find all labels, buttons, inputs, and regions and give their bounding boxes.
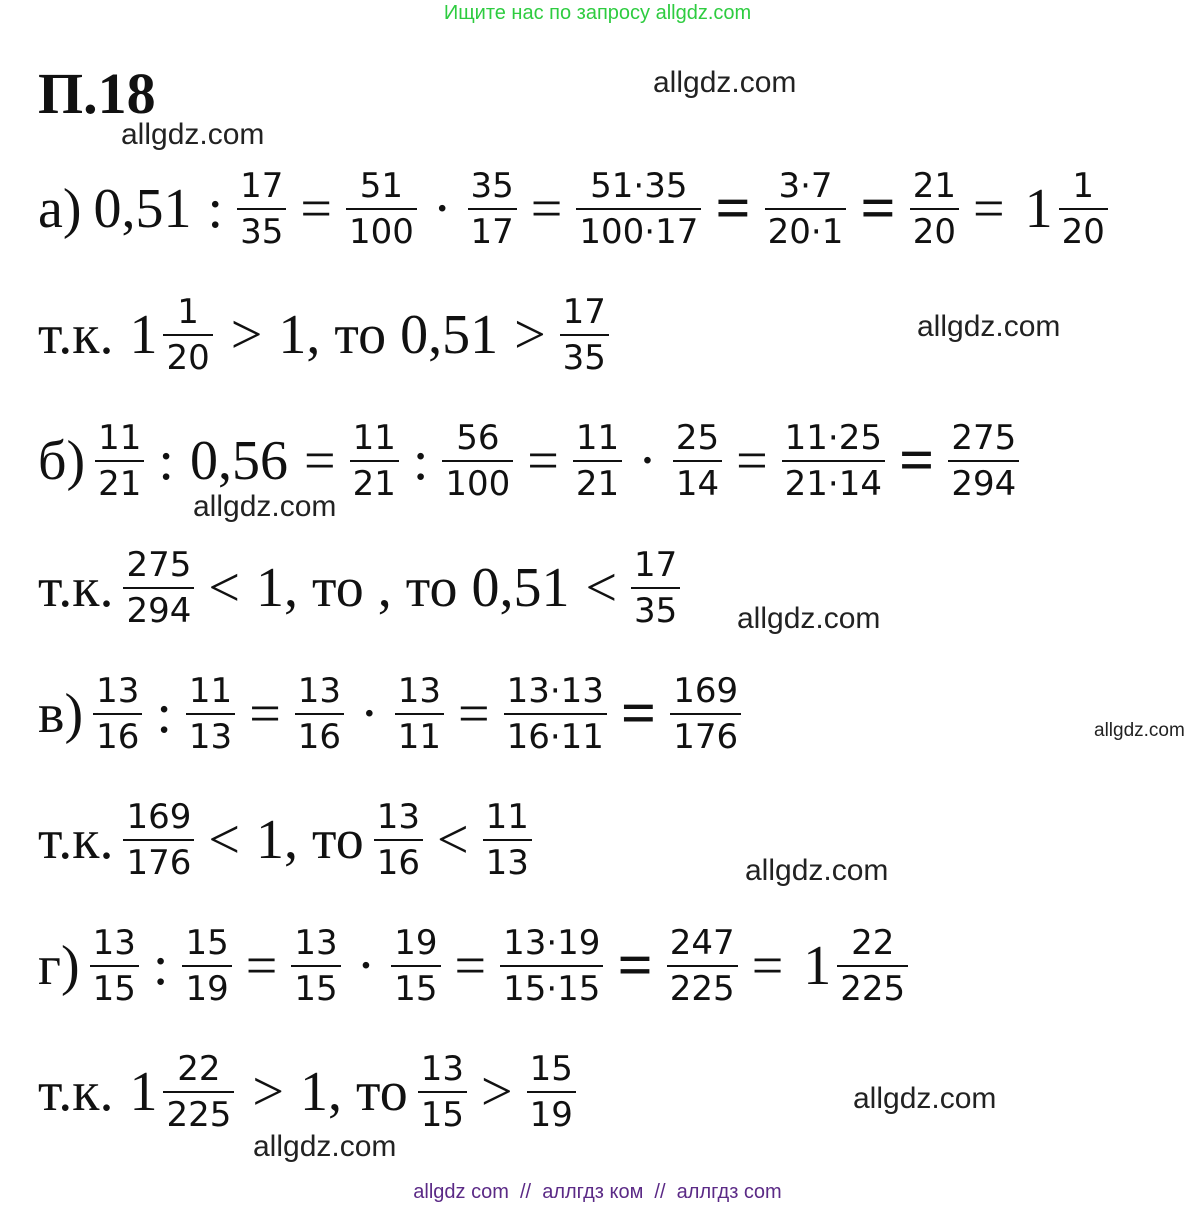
item-label: т.к. — [38, 1061, 114, 1123]
fraction — [391, 924, 440, 1008]
numerator: 25 — [675, 417, 720, 458]
line-a-comparison — [38, 280, 613, 390]
denominator: 19 — [182, 965, 231, 1008]
denominator: 15·15 — [500, 965, 603, 1008]
denominator: 15 — [291, 965, 340, 1008]
watermark: allgdz.com — [653, 66, 797, 99]
line-v-comparison — [38, 785, 536, 895]
fraction — [765, 167, 847, 251]
denominator: 15 — [391, 965, 440, 1008]
whole-part: 1 — [1024, 178, 1053, 240]
denominator: 100 — [346, 208, 417, 251]
denominator: 20 — [910, 208, 959, 251]
multiply-sign: · — [638, 430, 657, 492]
numerator: 11 — [352, 417, 396, 458]
denominator: 15 — [90, 965, 139, 1008]
operator: = — [300, 178, 332, 240]
expression-text: 1, то 0,51 — [278, 304, 499, 366]
operator: < — [585, 557, 618, 619]
numerator: 275 — [951, 417, 1017, 458]
denominator: 225 — [837, 965, 908, 1008]
numerator: 13 — [294, 922, 338, 963]
operator: > — [514, 304, 546, 366]
numerator: 56 — [456, 417, 500, 458]
fraction — [910, 167, 959, 251]
denominator: 35 — [560, 334, 609, 377]
denominator: 20 — [163, 334, 212, 377]
line-a-equation — [38, 154, 1116, 264]
denominator: 176 — [670, 713, 741, 756]
equals-sign: = — [620, 680, 657, 748]
operator: : — [152, 935, 169, 997]
numerator: 17 — [634, 544, 678, 585]
denominator: 20·1 — [765, 208, 847, 251]
equals-sign: = — [715, 175, 751, 243]
watermark: allgdz.com — [737, 602, 881, 635]
operator: < — [208, 809, 240, 871]
fraction — [295, 672, 344, 756]
whole-part: 1 — [129, 304, 158, 366]
watermark: allgdz.com — [853, 1082, 997, 1115]
denominator: 11 — [395, 713, 444, 756]
operator: < — [208, 557, 240, 619]
line-g-equation — [38, 911, 916, 1021]
numerator: 21 — [912, 165, 956, 206]
numerator: 19 — [394, 922, 438, 963]
denominator: 100·17 — [576, 208, 701, 251]
numerator: 13 — [376, 796, 420, 837]
numerator: 13 — [96, 670, 140, 711]
operator: = — [457, 683, 490, 745]
numerator: 11 — [98, 417, 142, 458]
line-b-equation — [38, 406, 1023, 516]
denominator: 21·14 — [782, 460, 885, 503]
denominator: 16·11 — [504, 713, 607, 756]
fraction — [374, 798, 423, 882]
expression-text: 1, то — [255, 809, 364, 871]
operator: : — [207, 178, 224, 240]
expression-text: 0,51 — [93, 178, 192, 240]
operator: = — [249, 683, 281, 745]
expression-text: 1, то — [299, 1061, 408, 1123]
numerator: 11 — [575, 417, 620, 458]
numerator: 11 — [485, 796, 529, 837]
top-banner: Ищите нас по запросу allgdz.com — [443, 2, 752, 24]
multiply-sign: · — [356, 935, 376, 997]
numerator: 22 — [851, 922, 895, 963]
watermark: allgdz.com — [253, 1130, 397, 1163]
denominator: 14 — [673, 460, 722, 503]
fraction — [483, 798, 532, 882]
operator: > — [480, 1061, 513, 1123]
numerator: 17 — [562, 291, 606, 332]
operator: = — [303, 430, 336, 492]
denominator: 225 — [667, 965, 738, 1008]
fraction — [123, 798, 194, 882]
item-label: а) — [38, 178, 82, 240]
footer-banner: allgdz com // аллгдз ком // аллгдз com — [413, 1181, 782, 1203]
operator: : — [156, 683, 172, 745]
item-label: т.к. — [38, 557, 114, 619]
denominator: 294 — [123, 587, 194, 630]
fraction — [418, 1050, 467, 1134]
fraction — [395, 672, 444, 756]
numerator: 13 — [397, 670, 441, 711]
item-label: т.к. — [38, 809, 114, 871]
fraction — [527, 1050, 576, 1134]
denominator: 294 — [948, 460, 1019, 503]
fraction — [186, 672, 235, 756]
denominator: 21 — [95, 460, 144, 503]
numerator: 51·35 — [590, 165, 688, 206]
line-v-equation — [38, 659, 745, 769]
operator: : — [412, 430, 429, 492]
denominator: 21 — [350, 460, 399, 503]
numerator: 169 — [673, 670, 739, 711]
fraction — [576, 167, 701, 251]
fraction — [163, 293, 212, 377]
item-label: б) — [38, 430, 86, 492]
watermark: allgdz.com — [745, 854, 889, 887]
operator: : — [158, 430, 174, 492]
fraction — [573, 419, 622, 503]
whole-part: 1 — [803, 935, 832, 997]
denominator: 176 — [123, 839, 194, 882]
mixed-number — [1019, 167, 1112, 251]
page-title: П.18 — [38, 61, 156, 126]
fraction — [782, 419, 885, 503]
numerator: 13 — [297, 670, 342, 711]
numerator: 15 — [185, 922, 229, 963]
watermark: allgdz.com — [193, 490, 337, 523]
equals-sign: = — [899, 427, 935, 495]
equals-sign: = — [860, 175, 896, 243]
denominator: 16 — [374, 839, 423, 882]
numerator: 1 — [1072, 165, 1095, 206]
numerator: 1 — [177, 291, 199, 332]
multiply-sign: · — [360, 683, 379, 745]
item-label: т.к. — [38, 304, 114, 366]
fraction — [442, 419, 513, 503]
numerator: 11·25 — [784, 417, 883, 458]
operator: = — [530, 178, 563, 240]
fraction — [504, 672, 607, 756]
operator: = — [454, 935, 487, 997]
fraction — [182, 924, 231, 1008]
operator: > — [252, 1061, 284, 1123]
operator: = — [751, 935, 784, 997]
fraction — [163, 1050, 234, 1134]
operator: = — [736, 430, 768, 492]
fraction — [468, 167, 517, 251]
numerator: 13·19 — [503, 922, 601, 963]
fraction — [93, 672, 142, 756]
numerator: 51 — [359, 165, 404, 206]
denominator: 19 — [527, 1091, 576, 1134]
line-b-comparison — [38, 533, 684, 643]
fraction — [346, 167, 417, 251]
line-g-comparison — [38, 1037, 580, 1147]
numerator: 13 — [420, 1048, 464, 1089]
operator: < — [436, 809, 469, 871]
operator: > — [230, 304, 263, 366]
fraction — [291, 924, 340, 1008]
expression-text: 1, то , то 0,51 — [255, 557, 570, 619]
item-label: г) — [38, 935, 80, 997]
numerator: 15 — [529, 1048, 573, 1089]
fraction — [670, 672, 741, 756]
numerator: 13·13 — [506, 670, 604, 711]
watermark: allgdz.com — [917, 310, 1061, 343]
whole-part: 1 — [129, 1061, 158, 1123]
denominator: 35 — [237, 208, 286, 251]
equals-sign: = — [617, 932, 653, 1000]
denominator: 21 — [573, 460, 622, 503]
denominator: 17 — [468, 208, 517, 251]
numerator: 275 — [126, 544, 192, 585]
denominator: 225 — [163, 1091, 234, 1134]
numerator: 13 — [92, 922, 136, 963]
fraction — [123, 546, 194, 630]
operator: = — [527, 430, 559, 492]
expression-text: 0,56 — [189, 430, 288, 492]
denominator: 20 — [1059, 208, 1108, 251]
operator: = — [972, 178, 1005, 240]
watermark: allgdz.com — [1094, 720, 1185, 741]
mixed-number — [797, 924, 912, 1008]
item-label: в) — [38, 683, 84, 745]
denominator: 15 — [418, 1091, 467, 1134]
fraction — [560, 293, 609, 377]
numerator: 3·7 — [778, 165, 833, 206]
fraction — [90, 924, 139, 1008]
fraction — [667, 924, 738, 1008]
denominator: 35 — [631, 587, 680, 630]
fraction — [837, 924, 908, 1008]
mixed-number — [123, 293, 216, 377]
fraction — [237, 167, 286, 251]
denominator: 16 — [295, 713, 344, 756]
fraction — [95, 419, 144, 503]
mixed-number — [123, 1050, 238, 1134]
operator: = — [245, 935, 278, 997]
numerator: 22 — [177, 1048, 221, 1089]
fraction — [948, 419, 1019, 503]
denominator: 100 — [442, 460, 513, 503]
fraction — [673, 419, 722, 503]
denominator: 13 — [186, 713, 235, 756]
numerator: 169 — [126, 796, 192, 837]
denominator: 13 — [483, 839, 532, 882]
multiply-sign: · — [432, 178, 452, 240]
fraction — [350, 419, 399, 503]
watermark: allgdz.com — [121, 118, 265, 151]
numerator: 247 — [669, 922, 735, 963]
numerator: 11 — [188, 670, 233, 711]
fraction — [500, 924, 603, 1008]
numerator: 35 — [470, 165, 514, 206]
numerator: 17 — [240, 165, 284, 206]
fraction — [631, 546, 680, 630]
fraction — [1059, 167, 1108, 251]
denominator: 16 — [93, 713, 142, 756]
